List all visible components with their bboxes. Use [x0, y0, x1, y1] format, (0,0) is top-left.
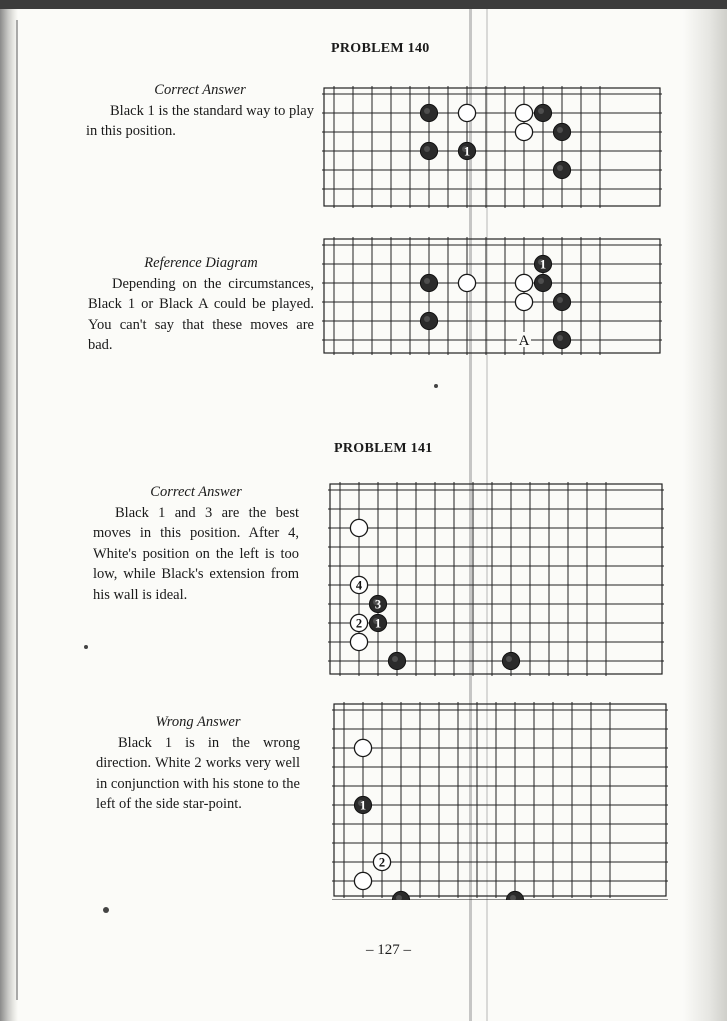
problem-141-correct-caption [93, 482, 299, 605]
problem-140-correct-caption [86, 80, 314, 142]
ink-speck [434, 384, 438, 388]
board-frame [324, 239, 660, 353]
spine-line [16, 20, 18, 1000]
white-stone [354, 739, 371, 756]
white-stone [515, 274, 532, 291]
white-stone [354, 872, 371, 889]
black-stone [369, 595, 386, 612]
stone-move-number: 3 [374, 597, 382, 612]
stone-move-number: 1 [374, 616, 382, 631]
go-board-140-correct [320, 84, 664, 210]
stone-move-number: 1 [463, 144, 471, 159]
white-stone [373, 853, 390, 870]
board-frame [324, 88, 660, 206]
problem-141-wrong-caption [96, 712, 300, 815]
white-stone [458, 274, 475, 291]
stone-move-number: 4 [355, 578, 363, 593]
caption-text: Depending on the circumstances, Black 1 or Black A could be played. You can't say that these moves are bad. [88, 275, 314, 353]
black-stone [506, 891, 523, 900]
black-stone [369, 614, 386, 631]
caption-heading: Wrong Answer [155, 714, 241, 730]
black-stone [420, 312, 437, 329]
caption-text: Black 1 is in the wrong direction. White 2 works very well in conjunction with his stone to the left of the side star-point. [96, 734, 300, 812]
board-frame [330, 484, 662, 674]
white-stone [515, 104, 532, 121]
go-board-141-correct [326, 480, 666, 678]
page-edge-shadow [683, 9, 727, 1021]
black-stone [420, 104, 437, 121]
go-board-141-wrong [330, 700, 670, 900]
white-stone [515, 123, 532, 140]
stone-move-number: 1 [359, 798, 367, 813]
top-border [0, 0, 727, 9]
caption-text: Black 1 is the standard way to play in this position. [86, 102, 314, 139]
black-stone [388, 652, 405, 669]
white-stone [350, 576, 367, 593]
black-stone [534, 104, 551, 121]
stone-move-number: 2 [378, 855, 386, 870]
board-marker-label: A [518, 333, 530, 349]
black-stone [354, 796, 371, 813]
stone-move-number: 1 [539, 257, 547, 272]
black-stone [502, 652, 519, 669]
black-stone [534, 274, 551, 291]
black-stone [553, 331, 570, 348]
ink-speck [84, 645, 88, 649]
white-stone [458, 104, 475, 121]
white-stone [515, 293, 532, 310]
go-board-140-reference [320, 235, 664, 357]
board-grid [322, 237, 662, 357]
black-stone [534, 255, 551, 272]
black-stone [420, 274, 437, 291]
black-stone [458, 142, 475, 159]
ink-speck [103, 907, 109, 913]
white-stone [350, 614, 367, 631]
black-stone [420, 142, 437, 159]
problem-141-title: PROBLEM 141 [334, 441, 433, 456]
caption-heading: Correct Answer [154, 82, 246, 98]
black-stone [392, 891, 409, 900]
board-grid [322, 86, 662, 208]
board-grid [328, 482, 664, 678]
problem-140-reference-caption [88, 253, 314, 356]
page-number: – 127 – [366, 942, 411, 958]
stone-move-number: 2 [355, 616, 363, 631]
caption-text: Black 1 and 3 are the best moves in this position. After 4, White's position on the left is too low, while Black's extension from his wall is ideal. [93, 504, 299, 603]
caption-heading: Reference Diagram [144, 255, 258, 271]
black-stone [553, 293, 570, 310]
problem-140-title: PROBLEM 140 [331, 41, 430, 56]
black-stone [553, 123, 570, 140]
black-stone [553, 161, 570, 178]
caption-heading: Correct Answer [150, 484, 242, 500]
white-stone [350, 633, 367, 650]
white-stone [350, 519, 367, 536]
